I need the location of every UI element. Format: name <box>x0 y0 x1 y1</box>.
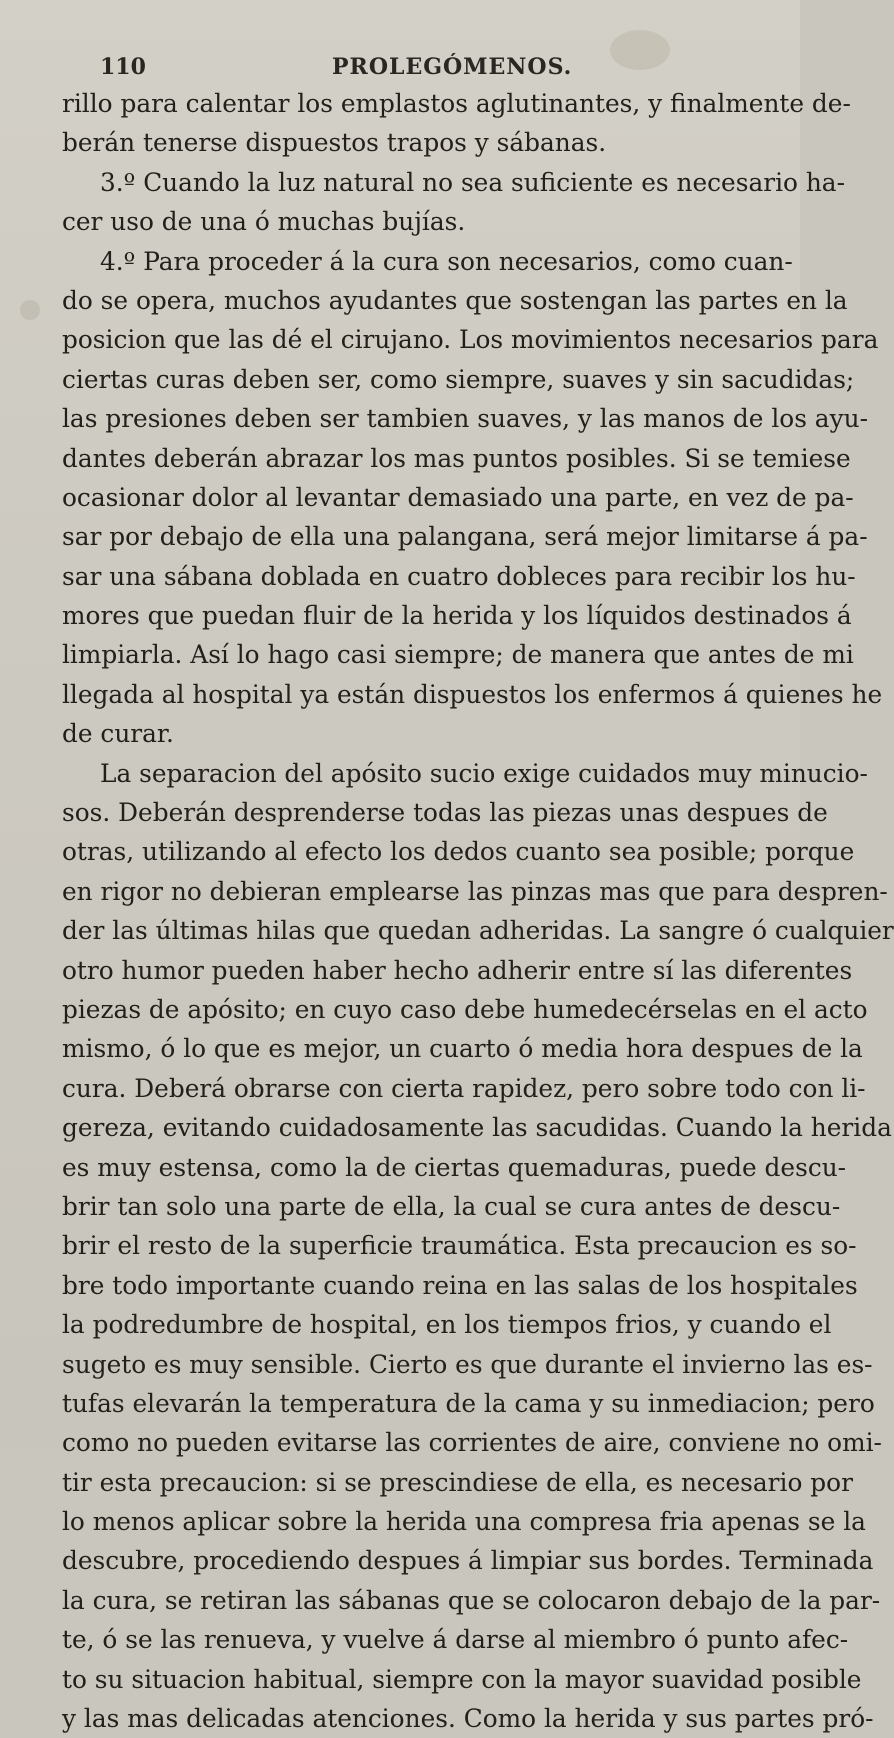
text-line: gereza, evitando cuidadosamente las sacudidas. Cuando la herida <box>62 1113 892 1143</box>
text-line: otras, utilizando al efecto los dedos cuanto sea posible; porque <box>62 837 855 867</box>
text-line: tufas elevarán la temperatura de la cama y su inmediacion; pero <box>62 1388 875 1418</box>
text-line: te, ó se las renueva, y vuelve á darse al miembro ó punto afec- <box>62 1625 849 1655</box>
text-line: mores que puedan fluir de la herida y los líquidos destinados á <box>62 601 852 631</box>
page-number: 110 <box>100 54 146 80</box>
text-line: piezas de apósito; en cuyo caso debe humedecérselas en el acto <box>62 994 868 1024</box>
text-line: cura. Deberá obrarse con cierta rapidez, pero sobre todo con li- <box>62 1073 866 1103</box>
text-line: es muy estensa, como la de ciertas quemaduras, puede descu- <box>62 1152 847 1182</box>
text-line: en rigor no debieran emplearse las pinzas mas que para despren- <box>62 876 888 906</box>
running-title: PROLEGÓMENOS. <box>332 54 573 80</box>
text-line: ciertas curas deben ser, como siempre, suaves y sin sacudidas; <box>62 364 855 394</box>
text-line: de curar. <box>62 719 174 749</box>
text-line: y las mas delicadas atenciones. Como la herida y sus partes pró- <box>62 1704 874 1734</box>
text-line: berán tenerse dispuestos trapos y sábanas. <box>62 128 607 158</box>
text-line: brir el resto de la superficie traumática. Esta precaucion es so- <box>62 1231 857 1261</box>
body-text <box>62 84 894 1738</box>
text-line: sugeto es muy sensible. Cierto es que durante el invierno las es- <box>62 1349 873 1379</box>
text-line: posicion que las dé el cirujano. Los movimientos necesarios para <box>62 325 879 355</box>
text-line: otro humor pueden haber hecho adherir entre sí las diferentes <box>62 955 853 985</box>
text-line: dantes deberán abrazar los mas puntos posibles. Si se temiese <box>62 443 851 473</box>
text-line: sos. Deberán desprenderse todas las piezas unas despues de <box>62 798 828 828</box>
text-line: brir tan solo una parte de ella, la cual se cura antes de descu- <box>62 1191 841 1221</box>
text-line: der las últimas hilas que quedan adheridas. La sangre ó cualquier <box>62 916 894 946</box>
text-line: como no pueden evitarse las corrientes de aire, conviene no omi- <box>62 1428 882 1458</box>
text-line: llegada al hospital ya están dispuestos los enfermos á quienes he <box>62 679 883 709</box>
paper-stain <box>20 300 40 320</box>
text-line: sar por debajo de ella una palangana, será mejor limitarse á pa- <box>62 522 868 552</box>
text-line: sar una sábana doblada en cuatro dobleces para recibir los hu- <box>62 561 856 591</box>
text-line: lo menos aplicar sobre la herida una compresa fria apenas se la <box>62 1507 866 1537</box>
text-line: mismo, ó lo que es mejor, un cuarto ó media hora despues de la <box>62 1034 863 1064</box>
text-line: la cura, se retiran las sábanas que se colocaron debajo de la par- <box>62 1585 881 1615</box>
text-line: 4.º Para proceder á la cura son necesarios, como cuan- <box>100 246 793 276</box>
text-line: cer uso de una ó muchas bujías. <box>62 207 466 237</box>
text-line: limpiarla. Así lo hago casi siempre; de manera que antes de mi <box>62 640 854 670</box>
text-line: las presiones deben ser tambien suaves, y las manos de los ayu- <box>62 404 868 434</box>
text-line: La separacion del apósito sucio exige cuidados muy minucio- <box>100 758 868 788</box>
text-line: ocasionar dolor al levantar demasiado una parte, en vez de pa- <box>62 482 854 512</box>
text-line: tir esta precaucion: si se prescindiese de ella, es necesario por <box>62 1467 853 1497</box>
text-line: to su situacion habitual, siempre con la mayor suavidad posible <box>62 1664 862 1694</box>
text-line: bre todo importante cuando reina en las salas de los hospitales <box>62 1270 858 1300</box>
text-line: la podredumbre de hospital, en los tiempos frios, y cuando el <box>62 1310 832 1340</box>
text-line: rillo para calentar los emplastos aglutinantes, y finalmente de- <box>62 89 851 118</box>
text-line: descubre, procediendo despues á limpiar sus bordes. Terminada <box>62 1546 874 1576</box>
text-line: do se opera, muchos ayudantes que sostengan las partes en la <box>62 285 848 315</box>
text-line: 3.º Cuando la luz natural no sea suficiente es necesario ha- <box>100 167 845 197</box>
